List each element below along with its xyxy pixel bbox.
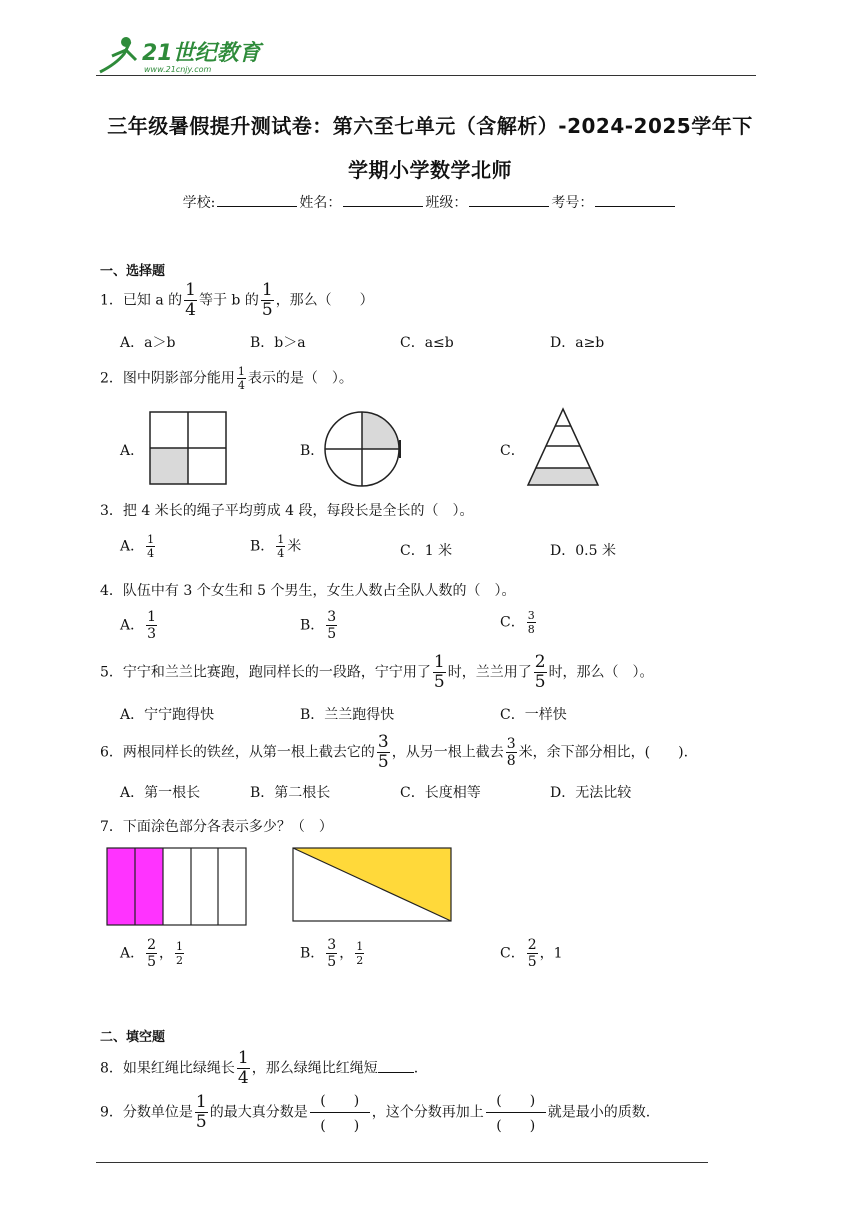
logo-text: 21世纪教育 xyxy=(142,41,261,66)
class-label: 班级： xyxy=(425,195,468,211)
q3-option-c[interactable]: C．1 米 xyxy=(400,543,453,559)
exam-no-label: 考号： xyxy=(551,195,594,211)
question-8: 8．如果红绳比绿绳长 $\frac{1}{4}$ ，那么绿绳比红绳短 . xyxy=(100,1048,419,1088)
q6-option-d[interactable]: D．无法比较 xyxy=(550,785,632,801)
question-6: 6．两根同样长的铁丝，从第一根上截去它的 $\frac{3}{5}$ ，从另一根上截去 $\frac{3}{8}$ 米，余下部分相比，( ). xyxy=(100,732,689,772)
question-1: 1．已知 a 的 $\frac{1}{4}$ 等于 b 的 $\frac{1}{5}$ ，那么（ ） xyxy=(100,280,374,320)
name-blank[interactable] xyxy=(343,192,423,207)
fraction: $\frac{1}{5}$ xyxy=(261,280,273,320)
section-heading-fill: 二、填空题 xyxy=(100,1030,166,1045)
question-3: 3．把 4 米长的绳子平均剪成 4 段，每段长是全长的（ ）。 xyxy=(100,503,474,519)
question-2: 2．图中阴影部分能用 $\frac{1}{4}$ 表示的是（ ）。 xyxy=(100,365,353,392)
logo-url: www.21cnjy.com xyxy=(144,65,212,74)
title-line-1: 三年级暑假提升测试卷：第六至七单元（含解析）-2024-2025学年下 xyxy=(107,114,753,138)
square-quarters-figure xyxy=(148,410,228,486)
q4-option-a[interactable]: A． $\frac{1}{3}$ xyxy=(120,609,157,642)
class-blank[interactable] xyxy=(469,192,549,207)
title-line-2: 学期小学数学北师 xyxy=(348,158,512,182)
q2-option-c[interactable]: C． xyxy=(500,443,525,459)
school-blank[interactable] xyxy=(217,192,297,207)
fraction: $\frac{1}{4}$ xyxy=(185,280,196,320)
answer-fraction-blank[interactable]: $\frac{( )}{( )}$ xyxy=(486,1090,546,1135)
name-label: 姓名： xyxy=(299,195,342,211)
header-divider xyxy=(96,75,756,76)
q5-option-c[interactable]: C．一样快 xyxy=(500,707,567,723)
circle-figure xyxy=(324,410,404,488)
q5-option-a[interactable]: A．宁宁跑得快 xyxy=(120,707,215,723)
q1-option-c[interactable]: C．a≤b xyxy=(400,335,454,351)
q1-option-b[interactable]: B．b＞a xyxy=(250,335,306,351)
q7-option-c[interactable]: C． $\frac{2}{5}$ ，1 xyxy=(500,937,563,970)
q7-option-a[interactable]: A． $\frac{2}{5}$ ， $\frac{1}{2}$ xyxy=(120,937,184,970)
section-heading-choice: 一、选择题 xyxy=(100,264,166,279)
triangle-figure xyxy=(522,406,604,488)
school-label: 学校: xyxy=(182,195,216,211)
student-info-line xyxy=(0,192,860,212)
answer-blank[interactable] xyxy=(378,1060,414,1073)
q6-option-b[interactable]: B．第二根长 xyxy=(250,785,331,801)
q7-option-b[interactable]: B． $\frac{3}{5}$ ， $\frac{1}{2}$ xyxy=(300,937,364,970)
q2-option-b[interactable]: B． xyxy=(300,443,325,459)
strip-fifths-figure xyxy=(106,847,248,927)
q1-option-d[interactable]: D．a≥b xyxy=(550,335,605,351)
fraction: $\frac{1}{4}$ xyxy=(237,365,245,392)
q6-option-c[interactable]: C．长度相等 xyxy=(400,785,481,801)
footer-divider xyxy=(96,1162,708,1163)
q3-option-a[interactable]: A． $\frac{1}{4}$ xyxy=(120,533,155,560)
site-logo xyxy=(96,34,266,78)
question-7: 7．下面涂色部分各表示多少？（ ） xyxy=(100,819,333,835)
q3-option-d[interactable]: D．0.5 米 xyxy=(550,543,616,559)
question-9: 9．分数单位是 $\frac{1}{5}$ 的最大真分数是 $\frac{( )}{( )}$ ，这个分数再加上 $\frac{( )}{( )}$ 就是最小的质数. xyxy=(100,1092,651,1134)
q2-option-a[interactable]: A． xyxy=(120,443,145,459)
q4-option-b[interactable]: B． $\frac{3}{5}$ xyxy=(300,609,337,642)
answer-fraction-blank[interactable]: $\frac{( )}{( )}$ xyxy=(310,1090,370,1135)
question-4: 4．队伍中有 3 个女生和 5 个男生，女生人数占全队人数的（ ）。 xyxy=(100,583,516,599)
exam-no-blank[interactable] xyxy=(595,192,675,207)
q4-option-c[interactable]: C． $\frac{3}{8}$ xyxy=(500,609,535,636)
rectangle-triangle-figure xyxy=(292,847,454,923)
question-5: 5．宁宁和兰兰比赛跑，跑同样长的一段路，宁宁用了 $\frac{1}{5}$ 时，兰兰用了 $\frac{2}{5}$ 时，那么（ ）。 xyxy=(100,652,654,692)
q6-option-a[interactable]: A．第一根长 xyxy=(120,785,201,801)
q5-option-b[interactable]: B．兰兰跑得快 xyxy=(300,707,395,723)
q3-option-b[interactable]: B． $\frac{1}{4}$ 米 xyxy=(250,533,302,560)
q1-option-a[interactable]: A．a＞b xyxy=(120,335,176,351)
